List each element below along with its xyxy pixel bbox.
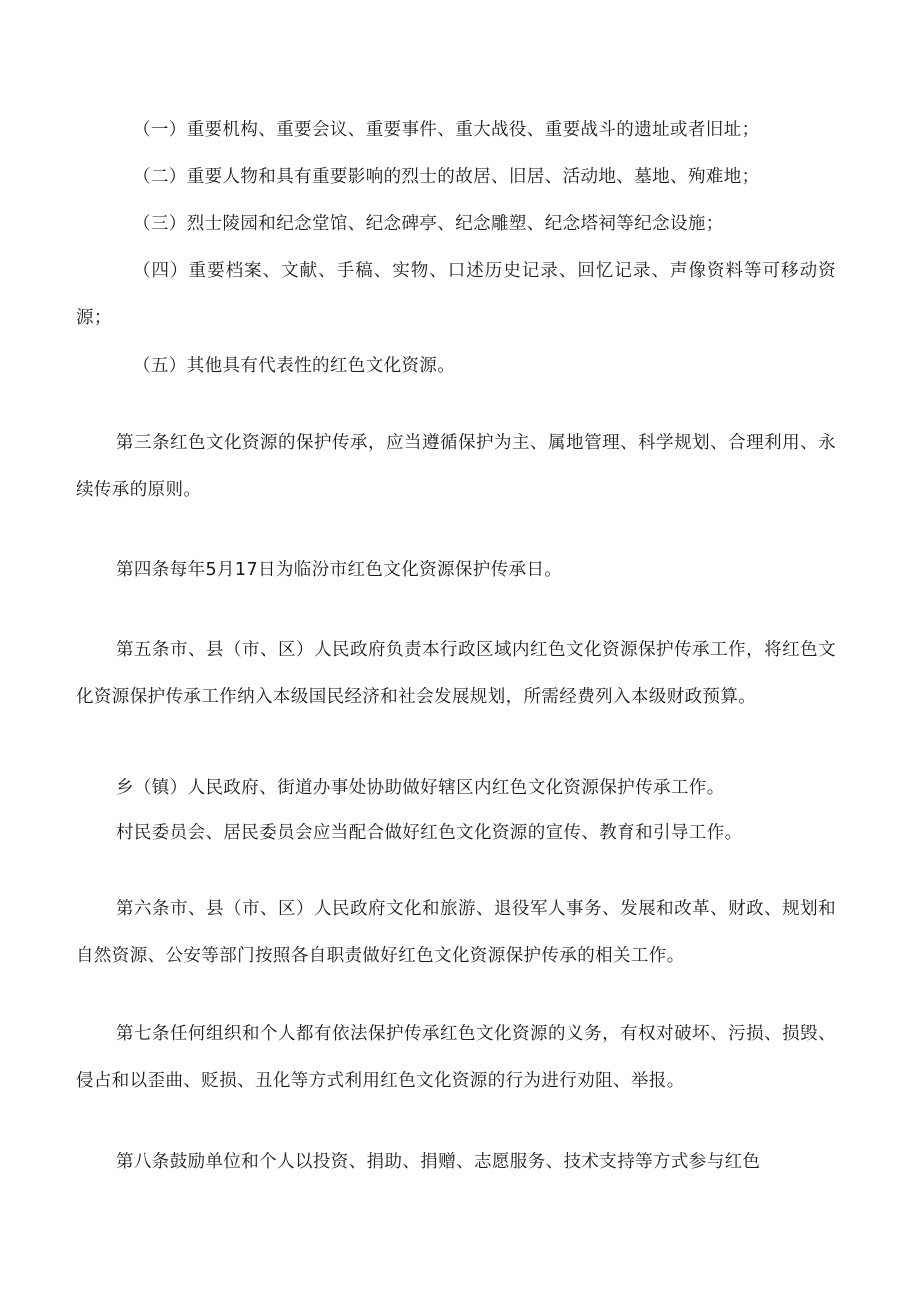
article-5-paragraph-2: 乡（镇）人民政府、街道办事处协助做好辖区内红色文化资源保护传承工作。 bbox=[116, 778, 725, 798]
list-item-1: （一）重要机构、重要会议、重要事件、重大战役、重要战斗的遗址或者旧址； bbox=[133, 120, 760, 140]
list-item-3: （三）烈士陵园和纪念堂馆、纪念碑亭、纪念雕塑、纪念塔祠等纪念设施； bbox=[133, 214, 724, 234]
list-item-5: （五）其他具有代表性的红色文化资源。 bbox=[133, 356, 456, 376]
article-5-paragraph-3: 村民委员会、居民委员会应当配合做好红色文化资源的宣传、教育和引导工作。 bbox=[116, 823, 743, 843]
list-item-2: （二）重要人物和具有重要影响的烈士的故居、旧居、活动地、墓地、殉难地； bbox=[133, 167, 760, 187]
article-4: 第四条每年5月17日为临汾市红色文化资源保护传承日。 bbox=[116, 560, 563, 580]
article-3: 第三条红色文化资源的保护传承，应当遵循保护为主、属地管理、科学规划、合理利用、永续传承的原则。 bbox=[76, 433, 836, 500]
article-8: 第八条鼓励单位和个人以投资、捐助、捐赠、志愿服务、技术支持等方式参与红色 bbox=[116, 1152, 761, 1172]
article-6: 第六条市、县（市、区）人民政府文化和旅游、退役军人事务、发展和改革、财政、规划和自然资源、公安等部门按照各自职责做好红色文化资源保护传承的相关工作。 bbox=[76, 899, 836, 966]
article-7: 第七条任何组织和个人都有依法保护传承红色文化资源的义务，有权对破坏、污损、损毁、侵占和以歪曲、贬损、丑化等方式利用红色文化资源的行为进行劝阻、举报。 bbox=[76, 1024, 836, 1091]
article-5: 第五条市、县（市、区）人民政府负责本行政区域内红色文化资源保护传承工作，将红色文化资源保护传承工作纳入本级国民经济和社会发展规划，所需经费列入本级财政预算。 bbox=[76, 640, 836, 707]
list-item-4: （四）重要档案、文献、手稿、实物、口述历史记录、回忆记录、声像资料等可移动资源； bbox=[76, 261, 836, 328]
